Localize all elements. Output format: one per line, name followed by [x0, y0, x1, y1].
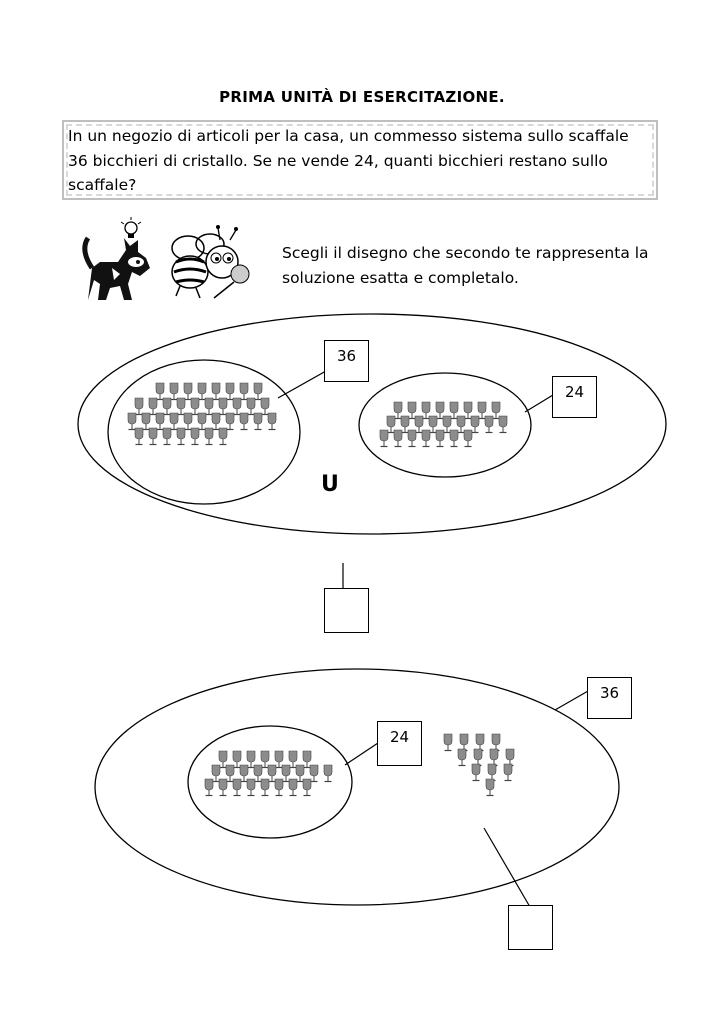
union-symbol: U: [321, 472, 339, 497]
wine-glass-icon: [205, 779, 213, 796]
wine-glass-icon: [488, 764, 496, 781]
instruction-line: Scegli il disegno che secondo te rappresenta la: [282, 244, 649, 262]
glass-group: [205, 751, 332, 796]
wine-glass-icon: [474, 749, 482, 766]
wine-glass-icon: [247, 779, 255, 796]
wine-glass-icon: [233, 779, 241, 796]
wine-glass-icon: [219, 779, 227, 796]
problem-line: 36 bicchieri di cristallo. Se ne vende 24, quanti bicchieri restano sullo: [68, 151, 608, 170]
problem-line: scaffale?: [68, 176, 137, 194]
wine-glass-icon: [460, 734, 468, 751]
wine-glass-icon: [289, 779, 297, 796]
wine-glass-icon: [504, 764, 512, 781]
inner-set-label-box: 24: [377, 721, 422, 766]
left-set-label-box: 36: [324, 340, 369, 382]
wine-glass-icon: [472, 764, 480, 781]
wine-glass-icon: [506, 749, 514, 766]
wine-glass-icon: [492, 734, 500, 751]
connector-line: [484, 828, 530, 907]
connector-line: [345, 743, 378, 765]
wine-glass-icon: [303, 779, 311, 796]
right-set-label-box: 24: [552, 376, 597, 418]
wine-glass-icon: [486, 779, 494, 796]
worksheet-title: PRIMA UNITÀ DI ESERCITAZIONE.: [219, 88, 505, 106]
wine-glass-icon: [275, 779, 283, 796]
wine-glass-icon: [324, 765, 332, 782]
wine-glass-icon: [261, 779, 269, 796]
wine-glass-icon: [490, 749, 498, 766]
wine-glass-icon: [458, 749, 466, 766]
outer-set-label-box: 36: [587, 677, 632, 719]
answer-box[interactable]: [508, 905, 553, 950]
universe-ellipse: [95, 669, 619, 905]
wine-glass-icon: [476, 734, 484, 751]
wine-glass-icon: [444, 734, 452, 751]
problem-line: In un negozio di articoli per la casa, un commesso sistema sullo scaffale: [68, 127, 629, 145]
instruction-line: soluzione esatta e completalo.: [282, 268, 519, 287]
glass-group: [444, 734, 514, 796]
